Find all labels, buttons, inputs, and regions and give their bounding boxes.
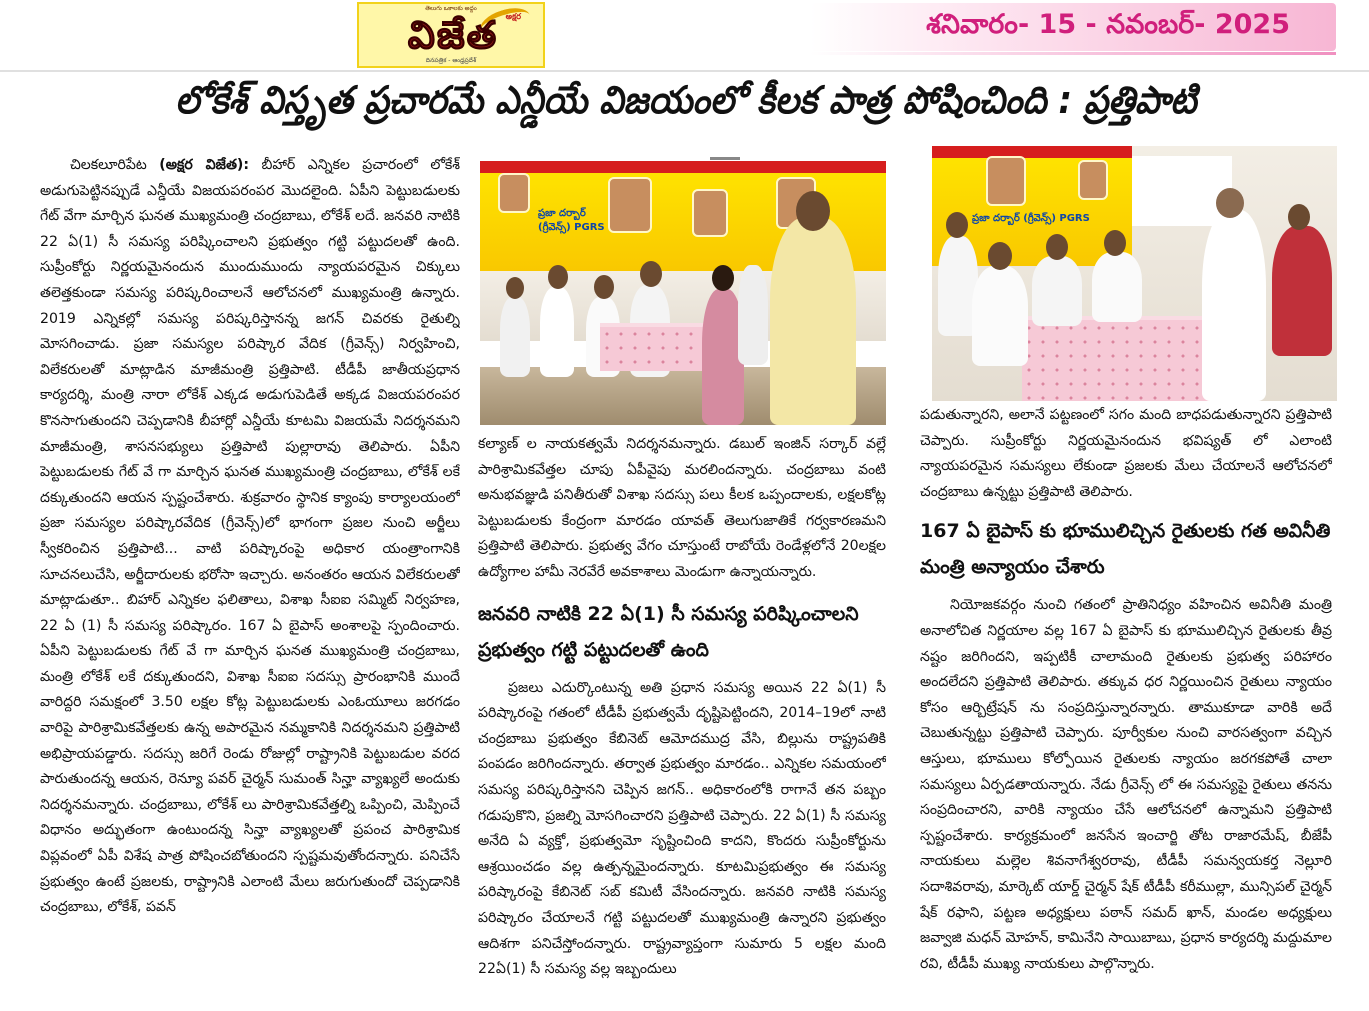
masthead [0,0,1369,72]
person-head [1216,188,1244,218]
date-banner [810,3,1336,51]
seated-person [1032,256,1082,326]
grievance-photo-2 [932,146,1337,401]
ceiling-fan-icon [710,157,740,160]
person-head [506,277,524,299]
banner-red-strip [480,161,886,173]
banner-portrait [1078,160,1108,200]
column-2-text-bottom: ప్రజలు ఎదుర్కొంటున్న అతి ప్రధాన సమస్య అయిన 22 ఏ(1) సీ పరిష్కారంపై గతంలో టీడీపీ ప్రభుత్వమే దృష్టిపెట్టిందని, 2014–19లో నాటి చంద్రబాబు ప్రభుత్వం కేబినెట్ ఆమోదముద్ర వేసి, బిల్లును రాష్ట్రపతికి పంపడం జరిగిందన్నారు. తర్వాత ప్రభుత్వం మారడం.. ఎన్నికల సమయంలో సమస్య పరిష్కరిస్తానని చెప్పిన జగన్.. అధికారంలోకి రాగానే తన పబ్బం గడుపుకొని, ప్రజల్ని మోసగించారని ప్రత్తిపాటి చెప్పారు. 22 ఏ(1) సీ సమస్య అనేది ఏ వ్యక్తో, ప్రభుత్వమో సృష్టించింది కాదని, కొందరు సుప్రీంకోర్టును ఆశ్రయించడం వల్ల ఉత్పన్నమైందన్నారు. కూటమిప్రభుత్వం ఈ సమస్య పరిష్కారంపై కేబినెట్ సబ్ కమిటీ వేసిందన్నారు. జనవరి నాటికి సమస్య పరిష్కారం చేయాలనే గట్టి పట్టుదలతో ముఖ్యమంత్రి ఉన్నారని ప్రభుత్వం ఆదిశగా పనిచేస్తోందన్నారు. రాష్ట్రవ్యాప్తంగా సుమారు 5 లక్షల మంది 22ఏ(1) సీ సమస్య వల్ల ఇబ్బందులు [478,679,886,978]
logo-small-text: అక్షర [505,12,521,21]
banner-portrait [692,189,728,237]
banner-caption: ప్రజా దర్బార్ (గ్రీవెన్స్) PGRS [538,208,605,233]
banner-portrait [498,173,530,213]
standing-man-yellow-shirt [770,217,856,425]
column-3-subheading: 167 ఏ బైపాస్ కు భూములిచ్చిన రైతులకు గత అవినీతి మంత్రి అన్యాయం చేశారు [920,520,1331,579]
seated-person [540,287,574,377]
logo-tagline: తెలుగు ఒకాలకు అద్దం [425,5,477,12]
dateline-place: చిలకలూరిపేట [70,157,147,173]
issue-date: శనివారం- 15 - నవంబర్- 2025 [926,9,1290,40]
person-head [796,191,830,231]
column-3-text-bottom: నియోజకవర్గం నుంచి గతంలో ప్రాతినిధ్యం వహించిన అవినీతి మంత్రి అనాలోచిత నిర్ణయాల వల్ల 167 ఏ బైపాస్ కు భూములిచ్చిన రైతులకు తీవ్ర నష్టం జరిగిందని, ఇప్పటికీ చాలామంది రైతులకు ప్రభుత్వ పరిహారం అందలేదని ప్రత్తిపాటి తెలిపారు. తక్కువ ధర నిర్ణయించిన రైతులు న్యాయం కోసం ఆర్బిట్రేషన్ ను సంప్రదిస్తున్నారన్నారు. తాముకూడా వారికి అదే చెబుతున్నట్టు ప్రత్తిపాటి చెప్పారు. పూర్వీకుల నుంచి వారసత్వంగా వచ్చిన ఆస్తులు, భూములు కోల్పోయిన రైతులకు న్యాయం జరగకపోతే చాలా సమస్యలు ఏర్పడతాయన్నారు. నేడు గ్రీవెన్స్ లో ఈ సమస్యపై రైతులు తనను సంప్రదించారని, వారికి న్యాయం చేసే ఆలోచనలో ఉన్నామని ప్రత్తిపాటి స్పష్టంచేశారు. కార్యక్రమంలో జనసేన ఇంచార్జి తోట రాజారమేష్, బీజేపీ నాయకులు మల్లెల శివనాగేశ్వరరావు, టీడీపీ సమన్వయకర్త నెల్లూరి సదాశివరావు, మార్కెట్ యార్డ్ చైర్మన్ షేక్ టీడీపీ కరీముల్లా, మున్సిపల్ చైర్మన్ షేక్ రఫాని, పట్టణ అధ్యక్షులు పఠాన్ సమద్ ఖాన్, మండల అధ్యక్షులు జవ్వాజి మధన్ మోహన్, కామినేని సాయిబాబు, ప్రధాన కార్యదర్శి మద్దుమాల రవి, టీడీపీ ముఖ్య నాయకులు పాల్గొన్నారు. [920,597,1332,972]
standing-person [738,265,768,365]
person-head [594,275,614,299]
standing-leader [1202,210,1266,401]
banner-caption: ప్రజా దర్బార్ (గ్రీవెన్స్) PGRS [972,213,1090,224]
column-1-paragraph [40,153,460,921]
grievance-photo-1 [480,147,886,425]
article-column-2 [478,432,886,1000]
person-head [1046,234,1068,260]
seated-person [500,297,530,377]
main-headline: లోకేశ్ విస్తృత ప్రచారమే ఎన్డీయే విజయంలో కీలక పాత్ర పోషించింది : ప్రత్తిపాటి [175,78,1197,122]
seated-person [1092,252,1142,322]
banner-portrait [986,156,1026,206]
person-head [640,261,662,287]
dateline-source: (అక్షర విజేత): [159,157,249,173]
standing-person [1272,226,1332,356]
seated-person [972,266,1028,366]
article-column-3 [920,403,1332,1003]
column-2-text-top: కల్యాణ్ ల నాయకత్వమే నిదర్శనమన్నారు. డబుల్ ఇంజిన్ సర్కార్ వల్లే పారిశ్రామికవేత్తల చూపు ఏపీవైపు మరలిందన్నారు. చంద్రబాబు వంటి అనుభవజ్ఞుడి పనితీరుతో విశాఖ సదస్సు పలు కీలక ఒప్పందాలకు, లక్షలకోట్ల పెట్టుబడులకు కేంద్రంగా మారడం యావత్ తెలుగుజాతికే గర్వకారణమని ప్రత్తిపాటి తెలిపారు. ప్రభుత్వ వేగం చూస్తుంటే రాబోయే రెండేళ్లలోనే 20లక్షల ఉద్యోగాల హామీ నెరవేరే అవకాశాలు మెండుగా ఉన్నాయన్నారు. [478,436,886,580]
logo-title: విజేత [407,13,499,57]
newspaper-logo [357,2,545,68]
column-1-text: బీహార్ ఎన్నికల ప్రచారంలో లోకేశ్ అడుగుపెట్టినప్పుడే ఎన్డీయే విజయపరంపర మొదలైంది. ఏపీని పెట్టుబడులకు గేట్ వేగా మార్చిన ఘనత ముఖ్యమంత్రి చంద్రబాబు, లోకేశ్ లదే. జనవరి నాటికి 22 ఏ(1) సీ సమస్య పరిష్కించాలని ప్రభుత్వం గట్టి పట్టుదలతో ఉంది. సుప్రీంకోర్టు నిర్ణయమైనందున ముందుముందు న్యాయపరమైన చిక్కులు తలెత్తకుండా సమస్య పరిష్కరించాలనే ఆలోచనలో ముఖ్యమంత్రి ఉన్నారు. 2019 ఎన్నికల్లో సమస్య పరిష్కరిస్తానన్న జగన్ చివరకు రైతుల్ని మోసగించాడు. ప్రజా సమస్యల పరిష్కార వేదిక (గ్రీవెన్స్) నిర్వహించి, విలేకరులతో మాట్లాడిన మాజీమంత్రి ప్రత్తిపాటి. టీడీపీ జాతీయప్రధాన కార్యదర్శి, మంత్రి నారా లోకేశ్ ఎక్కడ అడుగుపెడితే అక్కడ విజయపరంపర కొనసాగుతుందని చెప్పడానికి బీహార్లో ఎన్డీయే కూటమి విజయమే నిదర్శనమని మాజీమంత్రి, శాసనసభ్యులు ప్రత్తిపాటి పుల్లారావు తెలిపారు. ఏపీని పెట్టుబడులకు గేట్ వే గా మార్చిన ఘనత ముఖ్యమంత్రి చంద్రబాబు, లోకేశ్ లకే దక్కుతుందని ఆయన స్పష్టంచేశారు. శుక్రవారం స్థానిక క్యాంపు కార్యాలయంలో ప్రజా సమస్యల పరిష్కారవేదిక (గ్రీవెన్స్)లో భాగంగా ప్రజల నుంచి అర్జీలు స్వీకరించిన ప్రత్తిపాటి... వాటి పరిష్కారంపై అధికార యంత్రాంగానికి సూచనలుచేసి, అర్జీదారులకు భరోసా ఇచ్చారు. అనంతరం ఆయన విలేకరులతో మాట్లాడుతూ.. బిహార్ ఎన్నికల ఫలితాలు, విశాఖ సీఐఐ సమ్మిట్ నిర్వహణ, 22 ఏ (1) సీ సమస్య పరిష్కారం. 167 ఏ బైపాస్ అంశాలపై స్పందించారు. ఏపీని పెట్టుబడులకు గేట్ వే గా మార్చిన ఘనత ముఖ్యమంత్రి చంద్రబాబు, మంత్రి లోకేశ్ లకే దక్కుతుందని, విశాఖ సీఐఐ సదస్సు ప్రారంభానికి ముందే వారిద్దరి సమక్షంలో 3.50 లక్షల కోట్ల పెట్టుబడులకు ఎంఓయూలు జరగడం వారిపై పారిశ్రామికవేత్తలకు ఉన్న అపారమైన నమ్మకానికి నిదర్శనమని ప్రత్తిపాటి అభిప్రాయపడ్డారు. సదస్సు జరిగే రెండు రోజుల్లో రాష్ట్రానికి పెట్టుబడుల వరద పారుతుందన్న ఆయన, రెన్యూ పవర్ చైర్మన్ సుమంత్ సిన్హా వ్యాఖ్యలే అందుకు నిదర్శనమన్నారు. చంద్రబాబు, లోకేశ్ లు పారిశ్రామికవేత్తల్ని ఒప్పించి, మెప్పించే విధానం అద్భుతంగా ఉంటుందన్న సిన్హా వ్యాఖ్యలతో ప్రపంచ పారిశ్రామిక విప్లవంలో ఏపీ విశేష పాత్ర పోషించబోతుందని స్పష్టమవుతోందన్నారు. పనిచేసే ప్రభుత్వం ఉంటే ప్రజలకు, రాష్ట్రానికి ఎలాంటి మేలు జరుగుతుందో చెప్పడానికి చంద్రబాబు, లోకేశ్, పవన్ [40,157,460,916]
person-head [548,265,568,289]
person-head [1288,204,1310,230]
article-column-1 [40,153,460,1003]
column-3-text-top: పడుతున్నారని, అలానే పట్టణంలో సగం మంది బాధపడుతున్నారని ప్రత్తిపాటి చెప్పారు. సుప్రీంకోర్టు నిర్ణయమైనందున భవిష్యత్ లో ఎలాంటి న్యాయపరమైన సమస్యలు లేకుండా ప్రజలకు మేలు చేయాలనే ఆలోచనలో చంద్రబాబు ఉన్నట్టు ప్రత్తిపాటి తెలిపారు. [920,407,1332,500]
person-head [1104,230,1126,256]
person-head [712,265,734,291]
column-2-subheading: జనవరి నాటికి 22 ఏ(1) సీ సమస్య పరిష్కించాలని ప్రభుత్వం గట్టి పట్టుదలతో ఉంది [478,602,859,661]
person-head [946,212,968,238]
person-head [988,242,1012,270]
banner-red-strip [932,146,1132,158]
logo-footer: దినపత్రిక - ఆంధ్రప్రదేశ్ [425,57,477,64]
masthead-divider [0,70,1369,72]
